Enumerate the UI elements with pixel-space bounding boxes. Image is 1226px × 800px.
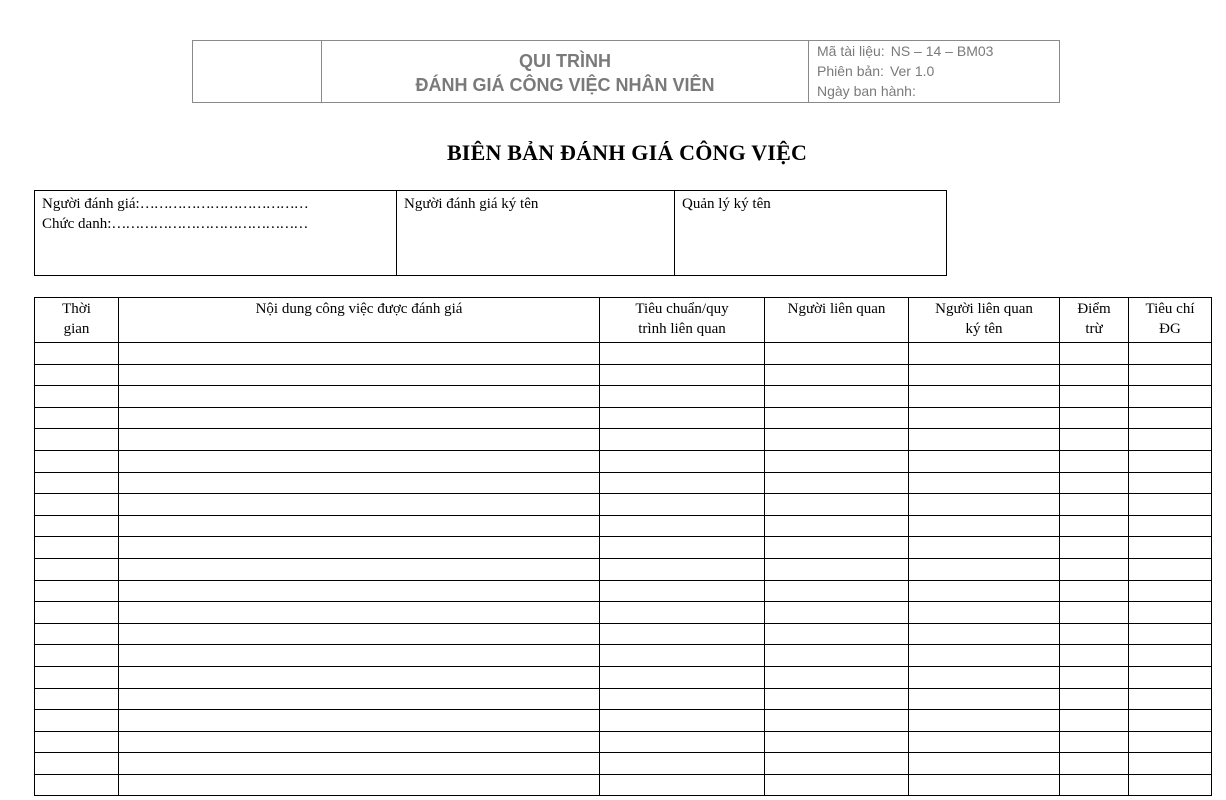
table-cell[interactable] bbox=[909, 472, 1060, 494]
table-cell[interactable] bbox=[600, 602, 765, 624]
table-cell[interactable] bbox=[909, 407, 1060, 429]
table-cell[interactable] bbox=[35, 558, 119, 580]
table-cell[interactable] bbox=[909, 580, 1060, 602]
table-cell[interactable] bbox=[600, 645, 765, 667]
table-row bbox=[35, 731, 1212, 753]
table-cell[interactable] bbox=[600, 386, 765, 408]
table-cell[interactable] bbox=[909, 645, 1060, 667]
table-cell[interactable] bbox=[765, 558, 909, 580]
table-cell[interactable] bbox=[1060, 710, 1129, 732]
table-cell[interactable] bbox=[909, 450, 1060, 472]
table-row bbox=[35, 386, 1212, 408]
table-cell[interactable] bbox=[35, 386, 119, 408]
evaluator-fill-dots: ……………………………… bbox=[139, 196, 308, 212]
table-cell[interactable] bbox=[909, 537, 1060, 559]
process-title bbox=[322, 41, 809, 102]
table-cell[interactable] bbox=[600, 407, 765, 429]
process-title-line2: ĐÁNH GIÁ CÔNG VIỆC NHÂN VIÊN bbox=[415, 74, 715, 95]
table-cell[interactable] bbox=[909, 386, 1060, 408]
table-cell[interactable] bbox=[765, 472, 909, 494]
table-cell[interactable] bbox=[765, 429, 909, 451]
table-cell[interactable] bbox=[119, 645, 600, 667]
table-cell[interactable] bbox=[909, 602, 1060, 624]
table-cell[interactable] bbox=[119, 407, 600, 429]
table-cell[interactable] bbox=[909, 364, 1060, 386]
logo-cell bbox=[193, 41, 322, 102]
col-header-time: Thời gian bbox=[35, 298, 119, 343]
table-cell[interactable] bbox=[1060, 580, 1129, 602]
table-cell[interactable] bbox=[35, 407, 119, 429]
table-cell[interactable] bbox=[1129, 602, 1212, 624]
table-cell[interactable] bbox=[765, 602, 909, 624]
table-cell[interactable] bbox=[765, 580, 909, 602]
table-cell[interactable] bbox=[1060, 623, 1129, 645]
table-row bbox=[35, 429, 1212, 451]
table-cell[interactable] bbox=[600, 343, 765, 365]
meta-doc-code-label: Mã tài liệu: bbox=[817, 43, 885, 59]
table-cell[interactable] bbox=[119, 731, 600, 753]
table-cell[interactable] bbox=[119, 450, 600, 472]
table-cell[interactable] bbox=[600, 753, 765, 775]
table-cell[interactable] bbox=[765, 666, 909, 688]
table-body bbox=[35, 343, 1212, 796]
table-cell[interactable] bbox=[1129, 407, 1212, 429]
table-cell[interactable] bbox=[909, 515, 1060, 537]
table-cell[interactable] bbox=[1129, 429, 1212, 451]
table-cell[interactable] bbox=[765, 537, 909, 559]
table-cell[interactable] bbox=[35, 731, 119, 753]
table-cell[interactable] bbox=[600, 623, 765, 645]
col-header-deduction: Điểm trừ bbox=[1060, 298, 1129, 343]
position-line bbox=[42, 214, 389, 234]
table-cell[interactable] bbox=[1129, 645, 1212, 667]
table-cell[interactable] bbox=[909, 623, 1060, 645]
table-cell[interactable] bbox=[1129, 688, 1212, 710]
meta-doc-code-value: NS – 14 – BM03 bbox=[890, 43, 994, 59]
table-row bbox=[35, 343, 1212, 365]
table-cell[interactable] bbox=[35, 774, 119, 796]
table-cell[interactable] bbox=[119, 429, 600, 451]
table-cell[interactable] bbox=[119, 753, 600, 775]
meta-doc-code bbox=[817, 41, 1059, 61]
table-cell[interactable] bbox=[119, 623, 600, 645]
table-row bbox=[35, 688, 1212, 710]
table-row bbox=[35, 537, 1212, 559]
table-cell[interactable] bbox=[35, 666, 119, 688]
table-cell[interactable] bbox=[35, 429, 119, 451]
table-cell[interactable] bbox=[909, 753, 1060, 775]
col-header-standard: Tiêu chuẩn/quy trình liên quan bbox=[600, 298, 765, 343]
table-row bbox=[35, 558, 1212, 580]
table-cell[interactable] bbox=[1060, 645, 1129, 667]
table-cell[interactable] bbox=[1129, 515, 1212, 537]
table-cell[interactable] bbox=[909, 688, 1060, 710]
table-cell[interactable] bbox=[909, 558, 1060, 580]
table-cell[interactable] bbox=[119, 537, 600, 559]
table-cell[interactable] bbox=[1129, 580, 1212, 602]
table-cell[interactable] bbox=[1060, 494, 1129, 516]
table-header-row bbox=[35, 298, 1212, 343]
meta-version bbox=[817, 61, 1059, 81]
table-cell[interactable] bbox=[600, 537, 765, 559]
table-row bbox=[35, 472, 1212, 494]
table-cell[interactable] bbox=[1060, 753, 1129, 775]
table-cell[interactable] bbox=[1129, 774, 1212, 796]
table-row bbox=[35, 494, 1212, 516]
table-row bbox=[35, 623, 1212, 645]
meta-version-value: Ver 1.0 bbox=[889, 63, 935, 79]
table-cell[interactable] bbox=[35, 645, 119, 667]
table-cell[interactable] bbox=[765, 623, 909, 645]
table-cell[interactable] bbox=[119, 494, 600, 516]
position-fill-dots: …………………………………… bbox=[111, 216, 308, 232]
table-cell[interactable] bbox=[1060, 666, 1129, 688]
position-label: Chức danh: bbox=[42, 216, 112, 232]
table-cell[interactable] bbox=[600, 364, 765, 386]
table-cell[interactable] bbox=[119, 472, 600, 494]
table-cell[interactable] bbox=[35, 472, 119, 494]
table-cell[interactable] bbox=[765, 515, 909, 537]
table-cell[interactable] bbox=[765, 364, 909, 386]
table-cell[interactable] bbox=[1060, 774, 1129, 796]
table-cell[interactable] bbox=[1129, 710, 1212, 732]
table-cell[interactable] bbox=[765, 731, 909, 753]
table-row bbox=[35, 364, 1212, 386]
table-cell[interactable] bbox=[765, 386, 909, 408]
col-header-criteria: Tiêu chí ĐG bbox=[1129, 298, 1212, 343]
table-cell[interactable] bbox=[1129, 558, 1212, 580]
table-cell[interactable] bbox=[1060, 558, 1129, 580]
table-cell[interactable] bbox=[35, 537, 119, 559]
table-cell[interactable] bbox=[1129, 623, 1212, 645]
table-row bbox=[35, 710, 1212, 732]
table-cell[interactable] bbox=[600, 710, 765, 732]
signature-box bbox=[34, 190, 947, 276]
table-row bbox=[35, 753, 1212, 775]
table-cell[interactable] bbox=[1060, 515, 1129, 537]
table-cell[interactable] bbox=[119, 710, 600, 732]
col-header-content: Nội dung công việc được đánh giá bbox=[119, 298, 600, 343]
table-cell[interactable] bbox=[909, 429, 1060, 451]
evaluator-info-cell[interactable] bbox=[35, 191, 397, 275]
table-cell[interactable] bbox=[600, 688, 765, 710]
table-cell[interactable] bbox=[1129, 364, 1212, 386]
report-title: BIÊN BẢN ĐÁNH GIÁ CÔNG VIỆC bbox=[446, 140, 808, 165]
table-cell[interactable] bbox=[35, 602, 119, 624]
table-cell[interactable] bbox=[1060, 472, 1129, 494]
table-cell[interactable] bbox=[600, 558, 765, 580]
table-row bbox=[35, 580, 1212, 602]
document-meta bbox=[809, 41, 1059, 102]
table-cell[interactable] bbox=[35, 623, 119, 645]
table-row bbox=[35, 774, 1212, 796]
table-cell[interactable] bbox=[600, 450, 765, 472]
table-cell[interactable] bbox=[1129, 666, 1212, 688]
table-cell[interactable] bbox=[1129, 753, 1212, 775]
table-cell[interactable] bbox=[765, 494, 909, 516]
table-cell[interactable] bbox=[600, 515, 765, 537]
table-cell[interactable] bbox=[1060, 602, 1129, 624]
table-row bbox=[35, 515, 1212, 537]
table-cell[interactable] bbox=[1060, 343, 1129, 365]
evaluation-table bbox=[34, 297, 1212, 796]
table-cell[interactable] bbox=[35, 710, 119, 732]
table-cell[interactable] bbox=[765, 407, 909, 429]
table-cell[interactable] bbox=[909, 774, 1060, 796]
table-cell[interactable] bbox=[1060, 407, 1129, 429]
table-cell[interactable] bbox=[765, 774, 909, 796]
table-row bbox=[35, 450, 1212, 472]
table-cell[interactable] bbox=[119, 580, 600, 602]
table-cell[interactable] bbox=[600, 731, 765, 753]
table-cell[interactable] bbox=[1060, 429, 1129, 451]
meta-issue-date bbox=[817, 81, 1059, 101]
table-cell[interactable] bbox=[1060, 688, 1129, 710]
table-cell[interactable] bbox=[119, 386, 600, 408]
table-cell[interactable] bbox=[600, 429, 765, 451]
table-cell[interactable] bbox=[909, 343, 1060, 365]
table-row bbox=[35, 602, 1212, 624]
table-cell[interactable] bbox=[600, 774, 765, 796]
table-cell[interactable] bbox=[909, 494, 1060, 516]
table-cell[interactable] bbox=[1129, 537, 1212, 559]
table-cell[interactable] bbox=[119, 364, 600, 386]
table-cell[interactable] bbox=[600, 494, 765, 516]
evaluator-label: Người đánh giá: bbox=[42, 196, 140, 212]
document-control-header bbox=[192, 40, 1060, 103]
table-cell[interactable] bbox=[765, 343, 909, 365]
table-cell[interactable] bbox=[600, 472, 765, 494]
table-cell[interactable] bbox=[600, 666, 765, 688]
table-cell[interactable] bbox=[1129, 386, 1212, 408]
table-row bbox=[35, 645, 1212, 667]
table-cell[interactable] bbox=[119, 774, 600, 796]
table-cell[interactable] bbox=[1060, 450, 1129, 472]
table-row bbox=[35, 666, 1212, 688]
table-cell[interactable] bbox=[1060, 364, 1129, 386]
manager-signature-label: Quản lý ký tên bbox=[682, 196, 771, 212]
table-row bbox=[35, 407, 1212, 429]
col-header-related-signature: Người liên quan ký tên bbox=[909, 298, 1060, 343]
table-cell[interactable] bbox=[119, 558, 600, 580]
table-cell[interactable] bbox=[119, 666, 600, 688]
table-cell[interactable] bbox=[1129, 731, 1212, 753]
evaluator-signature-label: Người đánh giá ký tên bbox=[404, 196, 539, 212]
table-cell[interactable] bbox=[35, 450, 119, 472]
evaluator-signature-cell[interactable] bbox=[397, 191, 675, 275]
table-cell[interactable] bbox=[765, 688, 909, 710]
table-cell[interactable] bbox=[1060, 386, 1129, 408]
table-cell[interactable] bbox=[909, 731, 1060, 753]
table-cell[interactable] bbox=[35, 753, 119, 775]
table-cell[interactable] bbox=[1129, 343, 1212, 365]
table-cell[interactable] bbox=[1060, 537, 1129, 559]
table-cell[interactable] bbox=[119, 602, 600, 624]
table-cell[interactable] bbox=[765, 753, 909, 775]
table-cell[interactable] bbox=[35, 515, 119, 537]
table-cell[interactable] bbox=[600, 580, 765, 602]
table-cell[interactable] bbox=[765, 710, 909, 732]
table-cell[interactable] bbox=[909, 710, 1060, 732]
table-cell[interactable] bbox=[765, 450, 909, 472]
table-cell[interactable] bbox=[119, 343, 600, 365]
table-cell[interactable] bbox=[119, 688, 600, 710]
table-cell[interactable] bbox=[35, 688, 119, 710]
meta-version-label: Phiên bản: bbox=[817, 63, 884, 79]
table-cell[interactable] bbox=[35, 364, 119, 386]
table-cell[interactable] bbox=[1060, 731, 1129, 753]
process-title-line1: QUI TRÌNH bbox=[519, 50, 611, 71]
table-cell[interactable] bbox=[35, 580, 119, 602]
meta-issue-date-label: Ngày ban hành: bbox=[817, 83, 916, 99]
table-cell[interactable] bbox=[1129, 472, 1212, 494]
table-cell[interactable] bbox=[35, 494, 119, 516]
table-cell[interactable] bbox=[35, 343, 119, 365]
table-cell[interactable] bbox=[1129, 494, 1212, 516]
col-header-related-person: Người liên quan bbox=[765, 298, 909, 343]
manager-signature-cell[interactable] bbox=[675, 191, 946, 275]
table-cell[interactable] bbox=[119, 515, 600, 537]
table-cell[interactable] bbox=[909, 666, 1060, 688]
evaluator-line bbox=[42, 194, 389, 214]
table-cell[interactable] bbox=[765, 645, 909, 667]
table-cell[interactable] bbox=[1129, 450, 1212, 472]
